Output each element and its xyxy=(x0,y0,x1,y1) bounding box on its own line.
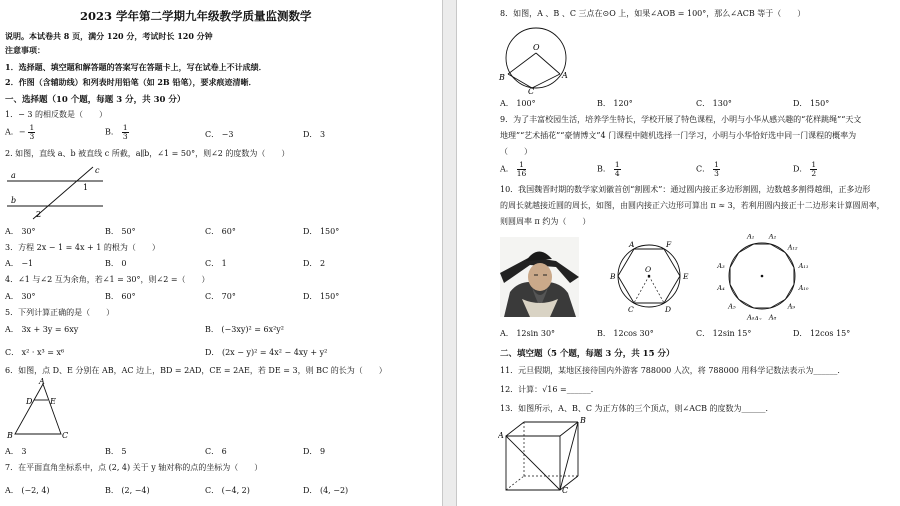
option-letter: C． xyxy=(696,164,711,174)
q10-stem-line2: 的周长就越接近圆的周长，如图，由圆内接正六边形可算出 π ≈ 3，若利用圆内接正十二边形来计算圆周率， xyxy=(500,201,885,210)
denominator: 4 xyxy=(614,169,620,178)
label-angle-1: 1 xyxy=(83,183,89,192)
q6-option-d[interactable]: D． 9 xyxy=(303,447,326,456)
q12-stem: 12．计算：√16 =______． xyxy=(500,385,599,394)
fraction xyxy=(614,161,621,178)
q3-option-b[interactable]: B． 0 xyxy=(105,259,127,268)
q7-option-a[interactable]: A． (−2, 4) xyxy=(5,486,50,495)
q2-option-a[interactable]: A． 30° xyxy=(5,227,36,236)
q5-stem: 5．下列计算正确的是（ ） xyxy=(5,308,115,317)
right-page xyxy=(457,0,900,506)
q7-option-d[interactable]: D． (4, −2) xyxy=(303,486,349,495)
notice-heading: 注意事项： xyxy=(5,45,45,55)
numerator: 1 xyxy=(29,123,35,132)
label-hex-B: B xyxy=(610,272,616,281)
q1-option-d[interactable] xyxy=(303,130,325,140)
label-dodecagon-vertex: A₆ xyxy=(747,313,755,320)
denominator: 2 xyxy=(811,169,817,178)
q10-option-c[interactable]: C． 12sin 15° xyxy=(696,329,752,338)
page-gutter xyxy=(442,0,457,506)
q3-option-d[interactable]: D． 2 xyxy=(303,259,326,268)
q6-stem: 6．如图，点 D、E 分别在 AB，AC 边上，BD = 2AD，CE = 2AE，若 DE = 3，则 BC 的长为（ ） xyxy=(5,366,387,375)
label-hex-E: E xyxy=(683,272,689,281)
label-C: C xyxy=(528,87,535,94)
label-dodecagon-vertex: A₇ xyxy=(754,314,762,320)
numerator: 1 xyxy=(122,123,128,132)
denominator: 16 xyxy=(516,169,527,178)
q2-option-b[interactable]: B． 50° xyxy=(105,227,136,236)
label-hex-F: F xyxy=(666,240,672,249)
option-letter: D． xyxy=(303,130,318,139)
q13-stem: 13．如图所示，A、B、C 为正方体的三个顶点，则∠ACB 的度数为______． xyxy=(500,404,774,413)
q9-option-c[interactable] xyxy=(696,161,720,178)
label-A: A xyxy=(562,71,568,80)
label-hex-C: C xyxy=(628,305,634,314)
q8-option-b[interactable]: B． 120° xyxy=(597,99,633,108)
q4-option-d[interactable]: D． 150° xyxy=(303,292,340,301)
q9-option-d[interactable] xyxy=(793,161,817,178)
label-dodecagon-vertex: A₁₁ xyxy=(798,262,809,271)
q8-circle-figure xyxy=(498,22,578,94)
q8-option-a[interactable]: A． 100° xyxy=(500,99,536,108)
q5-option-d[interactable]: D． (2x − y)² = 4x² − 4xy + y² xyxy=(205,348,328,357)
center-point xyxy=(648,275,651,278)
cube-edge xyxy=(506,422,524,436)
numerator: 1 xyxy=(714,160,719,169)
q10-option-a[interactable]: A． 12sin 30° xyxy=(500,329,556,338)
option-text: −3 xyxy=(221,130,234,139)
option-letter: A． xyxy=(5,127,19,137)
denominator: 3 xyxy=(122,132,128,141)
label-A: A xyxy=(39,378,45,386)
label-dodecagon-vertex: A₁₂ xyxy=(787,243,798,252)
q4-option-c[interactable]: C． 70° xyxy=(205,292,236,301)
exam-intro: 说明。本试卷共 8 页，满分 120 分，考试时长 120 分钟 xyxy=(5,31,213,41)
numerator: 1 xyxy=(811,160,817,169)
option-letter: B． xyxy=(597,164,611,174)
label-O: O xyxy=(533,43,540,52)
exam-title: 2023 学年第二学期九年级教学质量监测数学 xyxy=(80,9,312,23)
label-hex-D: D xyxy=(665,305,672,314)
liu-hui-portrait-image xyxy=(500,237,579,317)
q11-stem: 11．元旦假期，某地区接待国内外游客 788000 人次，将 788000 用科学记数法表示为______． xyxy=(500,366,846,375)
q1-stem: 1．− 3 的相反数是（ ） xyxy=(5,110,107,119)
q10-option-b[interactable]: B． 12cos 30° xyxy=(597,329,654,338)
q6-option-b[interactable]: B． 5 xyxy=(105,447,127,456)
q10-option-d[interactable]: D． 12cos 15° xyxy=(793,329,851,338)
option-letter: C． xyxy=(205,130,220,139)
label-dodecagon-vertex: A₄ xyxy=(717,283,725,292)
label-B: B xyxy=(7,431,13,440)
section-fill-heading: 二、填空题（5 个题，每题 3 分，共 15 分） xyxy=(500,349,675,359)
segment-oa xyxy=(536,53,560,74)
fraction xyxy=(28,124,35,141)
q7-option-b[interactable]: B． (2, −4) xyxy=(105,486,150,495)
numerator: 1 xyxy=(614,160,620,169)
q2-stem: 2. 如图，直线 a、b 被直线 c 所截，a∥b，∠1 = 50°，则∠2 的度数为（ ） xyxy=(5,149,290,158)
label-dodecagon-vertex: A₉ xyxy=(787,302,796,311)
denominator: 3 xyxy=(29,132,35,141)
q3-option-a[interactable]: A． −1 xyxy=(5,259,34,268)
label-c: c xyxy=(95,166,100,175)
q1-option-a[interactable] xyxy=(5,124,35,141)
section-choice-heading: 一、选择题（10 个题，每题 3 分，共 30 分） xyxy=(5,95,186,105)
label-dodecagon-vertex: A₁ xyxy=(747,234,755,241)
portrait-face xyxy=(528,263,552,291)
fraction xyxy=(810,161,817,178)
label-C: C xyxy=(62,431,69,440)
cube-hidden-edge xyxy=(506,476,524,490)
q8-stem: 8．如图，A 、B 、C 三点在⊙O 上，如果∠AOB = 100°，那么∠ACB 等于（ ） xyxy=(500,9,806,18)
q4-option-a[interactable]: A． 30° xyxy=(5,292,36,301)
q5-option-b[interactable]: B． (−3xy)² = 6x²y² xyxy=(205,325,285,334)
label-hex-A: A xyxy=(629,240,635,249)
q9-option-a[interactable] xyxy=(500,161,526,178)
label-A: A xyxy=(498,431,504,440)
q9-stem-line3: （ ） xyxy=(500,147,532,156)
q10-hexagon-figure xyxy=(605,238,695,314)
numerator: 1 xyxy=(517,161,527,170)
q2-parallel-lines-figure xyxy=(5,165,115,221)
triangle-abc xyxy=(15,384,61,434)
label-dodecagon-vertex: A₁₀ xyxy=(798,283,809,292)
fraction xyxy=(122,124,129,141)
q6-option-c[interactable]: C． 6 xyxy=(205,447,227,456)
label-dodecagon-vertex: A₅ xyxy=(728,302,736,311)
q2-option-c[interactable]: C． 60° xyxy=(205,227,236,236)
q7-option-c[interactable]: C． (−4, 2) xyxy=(205,486,250,495)
q10-stem-line3: 则圆周率 π 约为（ ） xyxy=(500,217,591,226)
q5-option-a[interactable]: A． 3x + 3y = 6xy xyxy=(5,325,79,334)
q2-option-d[interactable]: D． 150° xyxy=(303,227,340,236)
q8-option-c[interactable]: C． 130° xyxy=(696,99,732,108)
q7-stem: 7．在平面直角坐标系中，点 (2, 4) 关于 y 轴对称的点的坐标为（ ） xyxy=(5,463,263,472)
label-B: B xyxy=(580,416,586,425)
q5-option-c[interactable]: C． x² · x³ = x⁶ xyxy=(5,348,65,357)
q3-option-c[interactable]: C． 1 xyxy=(205,259,227,268)
q1-option-c[interactable] xyxy=(205,130,233,140)
q10-stem-line1: 10．我国魏晋时期的数学家刘徽首创“割圆术”：通过圆内接正多边形割圆，边数越多割得越细，正多边形 xyxy=(500,185,871,194)
label-angle-2: 2 xyxy=(36,210,42,219)
rule-2: 2．作图（含辅助线）和列表时用铅笔（如 2B 铅笔），要求痕迹清晰． xyxy=(5,77,257,87)
fraction xyxy=(713,161,720,178)
radius-oc xyxy=(634,276,649,303)
rule-1: 1．选择题、填空题和解答题的答案写在答题卡上，写在试卷上不计成绩． xyxy=(5,62,267,72)
option-letter: B． xyxy=(105,127,119,137)
center-point xyxy=(761,275,764,278)
cube-back-guide xyxy=(524,422,578,476)
q4-option-b[interactable]: B． 60° xyxy=(105,292,136,301)
option-text: 3 xyxy=(319,130,326,139)
q9-stem-line2: 地理”“艺术插花”“豪情博文”4 门课程中随机选择一门学习，小明与小华恰好选中同一门课程的概率为 xyxy=(500,131,857,140)
label-hex-O: O xyxy=(645,265,652,274)
circle-o xyxy=(506,28,566,88)
q1-option-b[interactable] xyxy=(105,124,129,141)
q3-stem: 3．方程 2x − 1 = 4x + 1 的根为（ ） xyxy=(5,243,160,252)
segment-bc xyxy=(508,74,532,88)
label-D: D xyxy=(26,397,33,406)
label-B: B xyxy=(499,73,505,82)
option-letter: A． xyxy=(500,164,514,174)
radius-od xyxy=(649,276,664,303)
left-page xyxy=(0,0,442,506)
label-dodecagon-vertex: A₈ xyxy=(768,313,777,320)
label-E: E xyxy=(50,397,56,406)
q9-option-b[interactable] xyxy=(597,161,621,178)
denominator: 3 xyxy=(714,169,719,178)
label-b: b xyxy=(11,196,17,205)
label-C: C xyxy=(562,486,569,494)
segment-ob xyxy=(508,53,536,74)
q6-triangle-figure xyxy=(5,378,75,442)
q6-option-a[interactable]: A． 3 xyxy=(5,447,27,456)
segment-ac xyxy=(506,436,560,490)
q4-stem: 4．∠1 与∠2 互为余角，若∠1 = 30°，则∠2 =（ ） xyxy=(5,275,210,284)
option-letter: D． xyxy=(793,164,808,174)
fraction xyxy=(517,161,527,178)
q9-stem-line1: 9．为了丰富校园生活，培养学生特长，学校开展了特色课程，小明与小华从感兴趣的“花样跳绳”“天文 xyxy=(500,115,862,124)
label-dodecagon-vertex: A₃ xyxy=(717,262,725,271)
q8-option-d[interactable]: D． 150° xyxy=(793,99,830,108)
q10-dodecagon-figure xyxy=(709,234,817,320)
label-a: a xyxy=(11,171,16,180)
label-dodecagon-vertex: A₂ xyxy=(768,234,777,241)
option-sign: − xyxy=(18,127,26,137)
segment-bc xyxy=(560,422,578,490)
line-c xyxy=(33,167,93,219)
q13-cube-figure xyxy=(498,414,588,494)
